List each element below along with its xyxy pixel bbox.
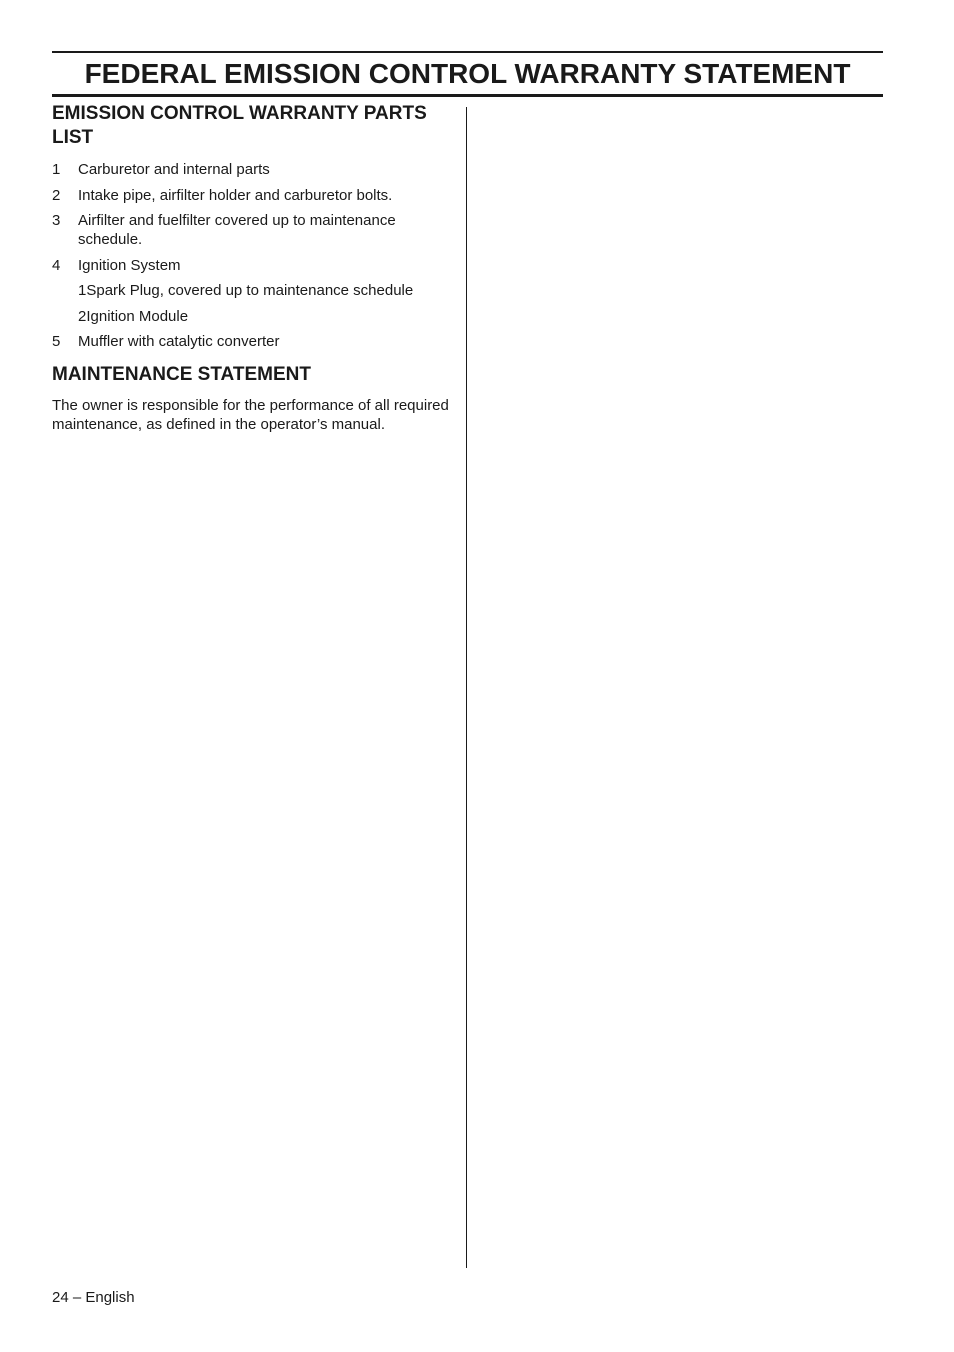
column-divider (466, 107, 467, 1268)
list-item-number: 3 (52, 212, 61, 229)
list-item (52, 160, 452, 179)
list-item-text: Intake pipe, airfilter holder and carburetor bolts. (78, 186, 393, 204)
maintenance-text: The owner is responsible for the performance of all required maintenance, as defined in the operator’s manual. (52, 397, 449, 433)
list-item-text: Ignition System (78, 256, 181, 274)
page-footer: 24 – English (52, 1289, 135, 1306)
list-item-text: Airfilter and fuelfilter covered up to maintenance schedule. (78, 212, 396, 248)
list-item-number: 2 (52, 186, 61, 204)
list-item (52, 256, 452, 326)
list-item-text: Muffler with catalytic converter (78, 333, 280, 350)
list-item-number: 4 (52, 256, 61, 274)
list-item-number: 1 (52, 161, 61, 178)
list-item (52, 186, 452, 205)
ignition-sub-list (78, 281, 452, 326)
list-item (52, 332, 452, 351)
parts-list-heading: EMISSION CONTROL WARRANTY PARTS LIST (52, 103, 427, 148)
sub-list-item: 2Ignition Module (78, 307, 189, 325)
left-column (52, 102, 452, 434)
sub-list-item: 1Spark Plug, covered up to maintenance schedule (78, 282, 414, 299)
list-item (52, 211, 452, 249)
page-header (52, 51, 883, 97)
page-title: FEDERAL EMISSION CONTROL WARRANTY STATEMENT (84, 58, 851, 89)
list-item-text: Carburetor and internal parts (78, 161, 270, 178)
list-item-number: 5 (52, 333, 61, 350)
maintenance-heading: MAINTENANCE STATEMENT (52, 364, 311, 385)
parts-list (52, 160, 452, 351)
